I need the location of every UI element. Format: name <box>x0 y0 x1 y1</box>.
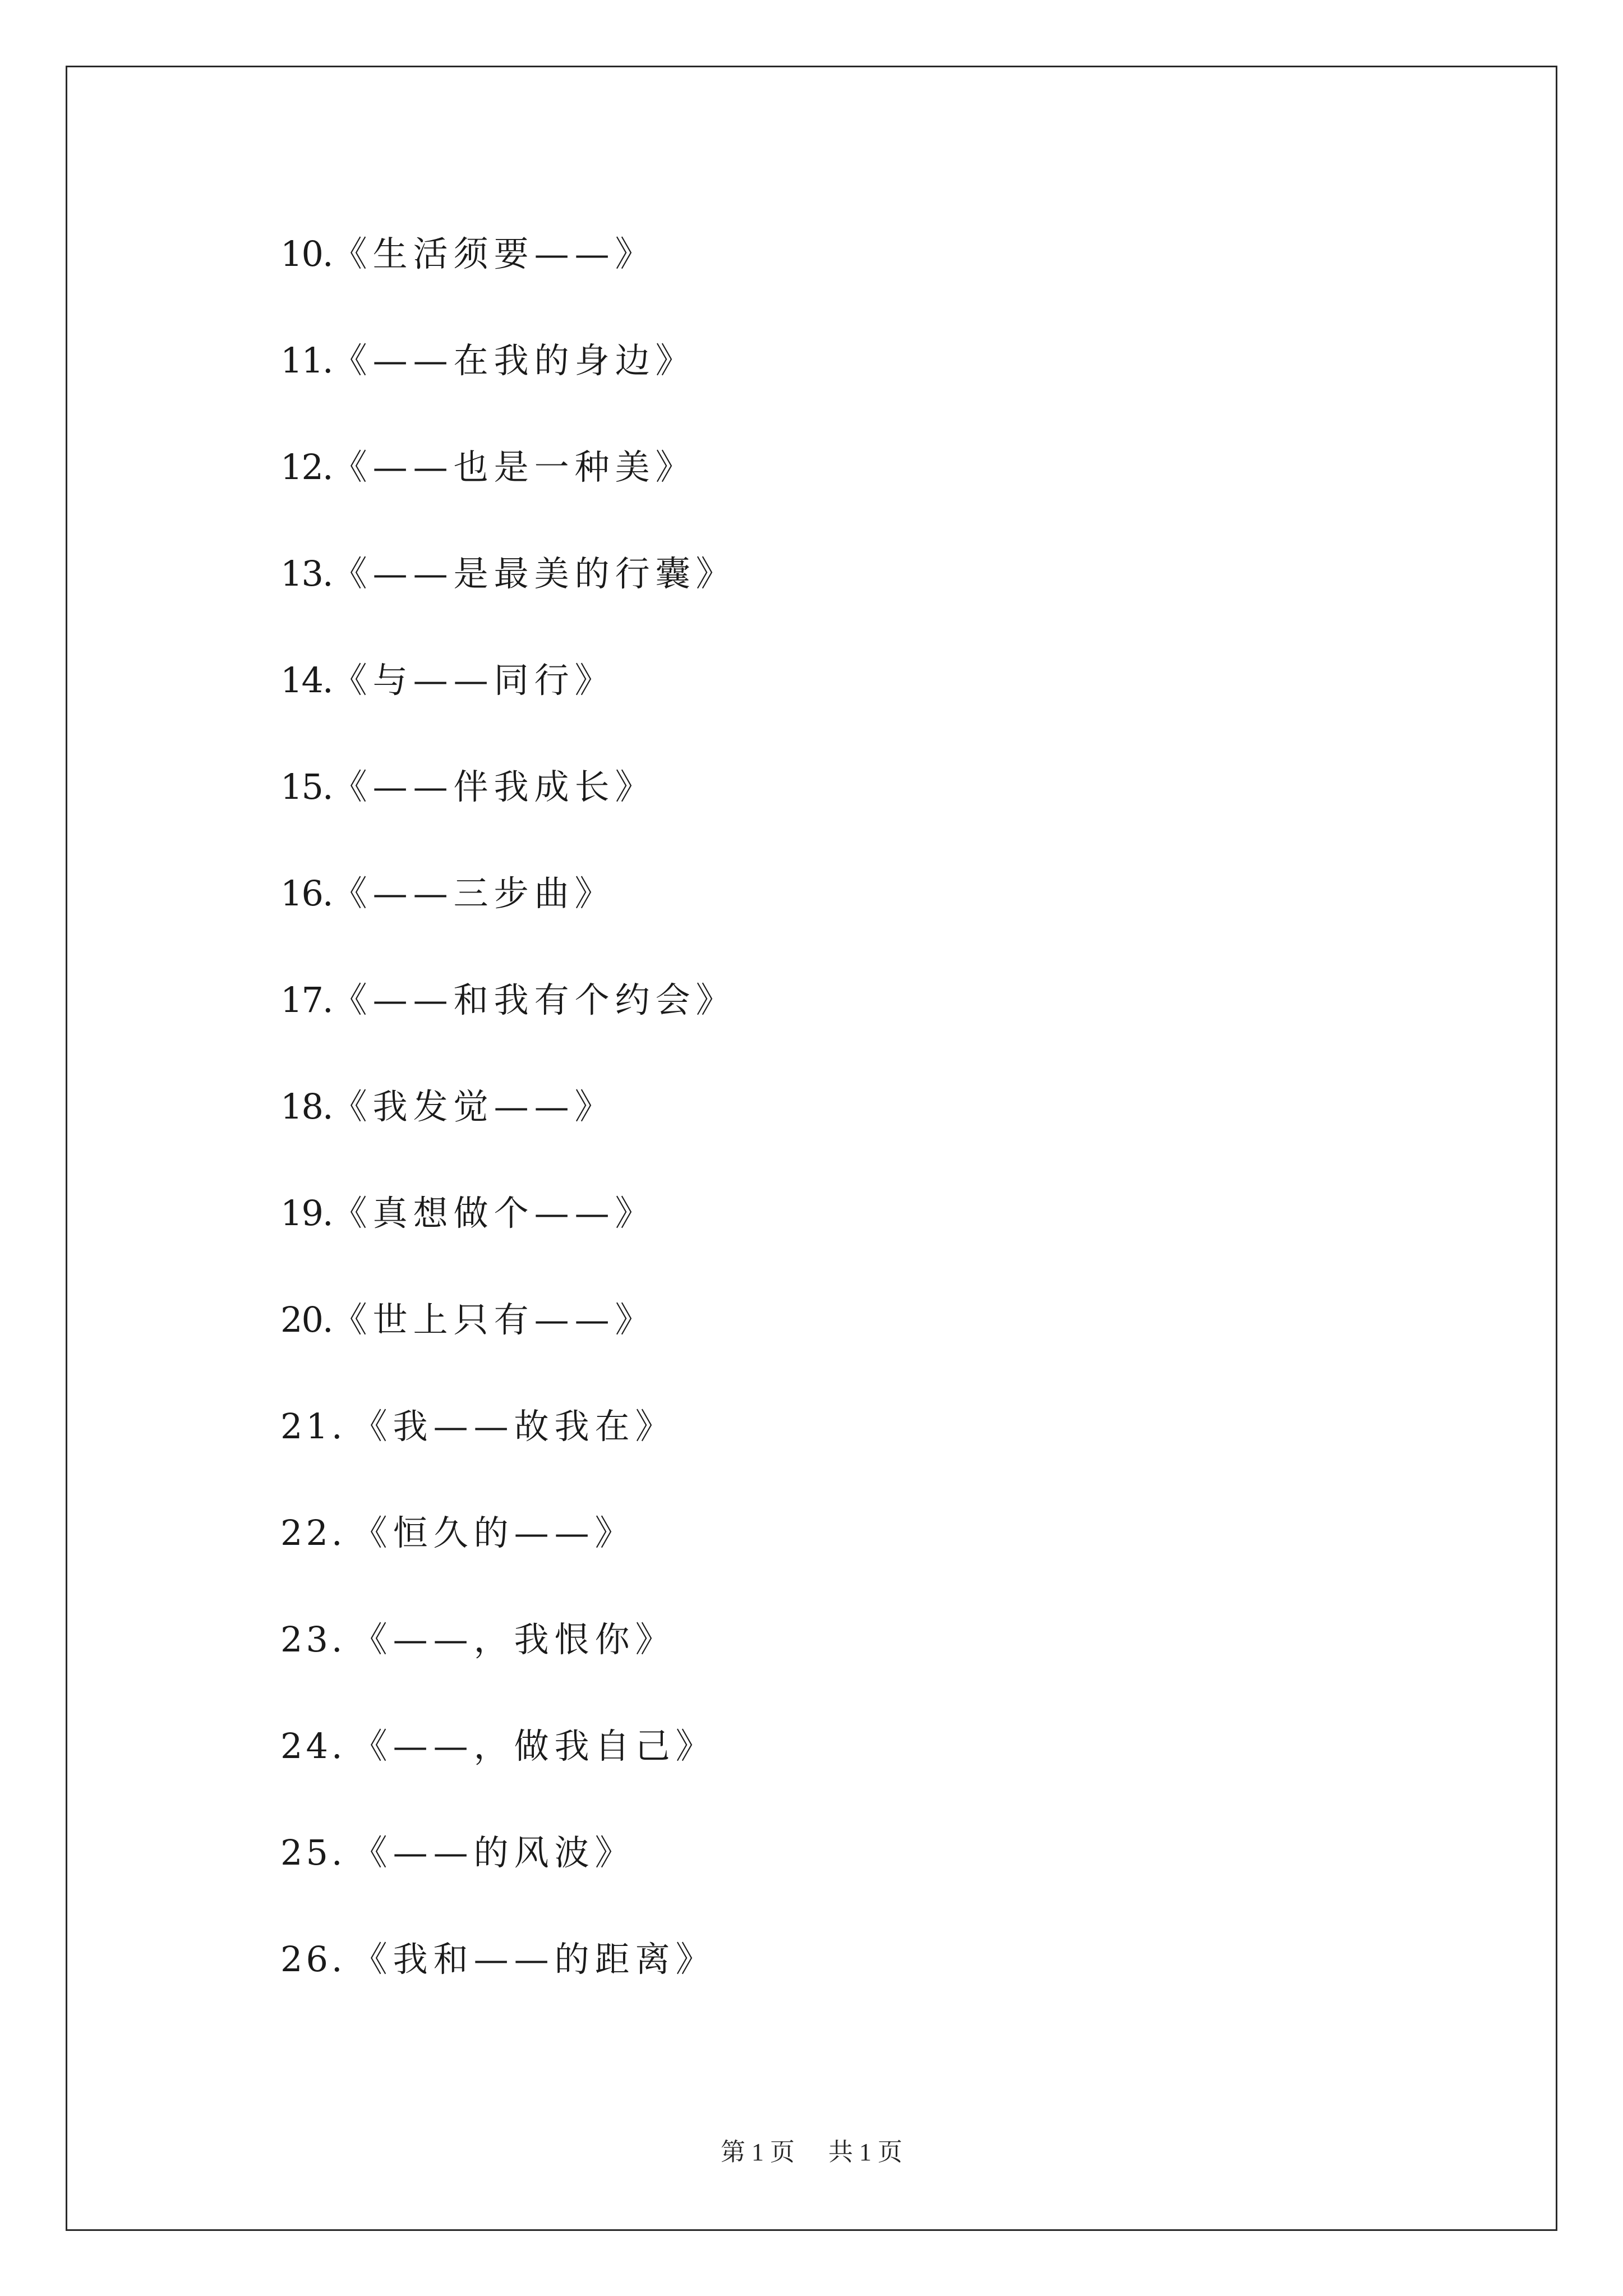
item-title: 《——，我恨你》 <box>352 1619 676 1660</box>
item-number: 24. <box>280 1726 346 1766</box>
page-footer <box>0 2132 1623 2168</box>
item-title: 《世上只有——》 <box>332 1299 656 1340</box>
item-number: 26. <box>280 1939 346 1980</box>
item-title: 《恒久的——》 <box>352 1512 635 1553</box>
item-number: 15. <box>280 766 333 807</box>
item-number: 16. <box>280 873 333 914</box>
list-item <box>280 1614 736 1721</box>
item-title: 《我发觉——》 <box>332 1086 615 1127</box>
list-item <box>280 1508 736 1614</box>
list-item <box>280 1828 736 1934</box>
item-title: 《——伴我成长》 <box>332 766 656 807</box>
item-number: 12. <box>280 447 333 487</box>
item-number: 10. <box>280 233 333 274</box>
list-item <box>280 1401 736 1508</box>
item-title: 《生活须要——》 <box>332 233 656 274</box>
list-item <box>280 1295 736 1401</box>
list-item <box>280 868 736 975</box>
page-total: 共 1 页 <box>828 2138 902 2166</box>
item-number: 19. <box>280 1193 333 1234</box>
item-number: 25. <box>280 1832 346 1873</box>
item-title: 《——三步曲》 <box>332 873 615 914</box>
list-item <box>280 975 736 1082</box>
item-title: 《——的风波》 <box>352 1832 635 1873</box>
item-title: 《——和我有个约会》 <box>332 979 736 1020</box>
list-item <box>280 442 736 549</box>
item-number: 20. <box>280 1299 333 1340</box>
item-title: 《——，做我自己》 <box>352 1726 716 1766</box>
list-item <box>280 335 736 442</box>
list-item <box>280 762 736 868</box>
item-title: 《与——同行》 <box>332 660 615 701</box>
item-number: 13. <box>280 553 333 594</box>
list-item <box>280 549 736 655</box>
item-number: 21. <box>280 1406 346 1447</box>
item-number: 14. <box>280 660 333 701</box>
item-number: 17. <box>280 979 333 1020</box>
list-item <box>280 229 736 335</box>
list-item <box>280 655 736 762</box>
item-title: 《我——故我在》 <box>352 1406 676 1447</box>
list-item <box>280 1188 736 1295</box>
list-item <box>280 1082 736 1188</box>
essay-title-list <box>280 229 736 2041</box>
list-item <box>280 1721 736 1828</box>
item-number: 22. <box>280 1512 346 1553</box>
item-title: 《——也是一种美》 <box>332 447 696 487</box>
item-title: 《——在我的身边》 <box>332 340 696 381</box>
list-item <box>280 1934 736 2041</box>
item-number: 18. <box>280 1086 333 1127</box>
item-title: 《我和——的距离》 <box>352 1939 716 1980</box>
item-number: 23. <box>280 1619 346 1660</box>
item-title: 《真想做个——》 <box>332 1193 656 1234</box>
page-number: 第 1 页 <box>721 2138 795 2166</box>
item-number: 11. <box>280 340 333 381</box>
item-title: 《——是最美的行囊》 <box>332 553 736 594</box>
